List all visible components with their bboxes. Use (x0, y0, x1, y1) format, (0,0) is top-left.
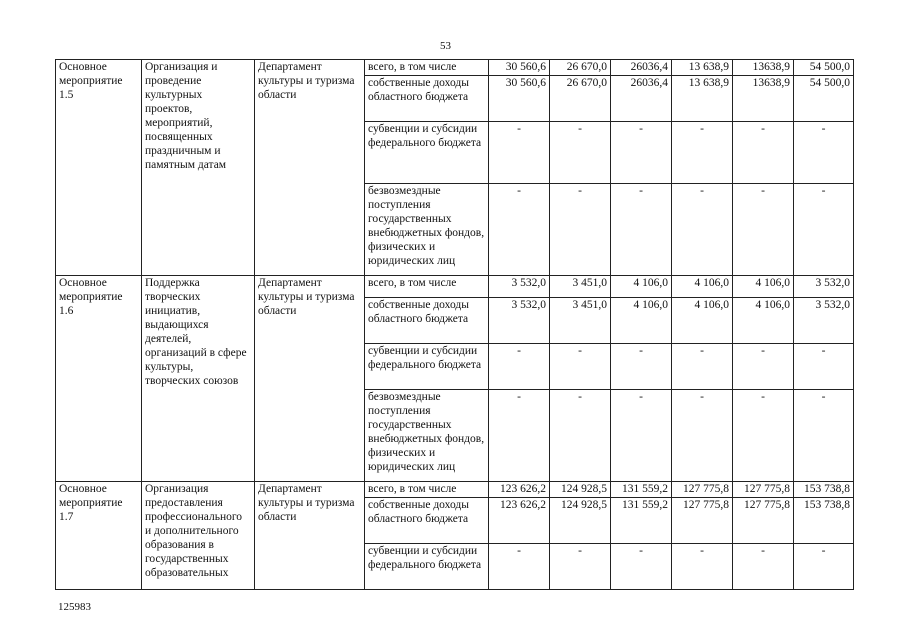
funding-source: всего, в том числе (365, 60, 489, 76)
value-cell: 3 532,0 (794, 276, 854, 298)
value-cell: - (733, 122, 794, 184)
page-number: 53 (440, 40, 451, 52)
value-cell: - (794, 544, 854, 590)
value-cell: - (611, 184, 672, 276)
measure-id: Основное мероприятие 1.6 (56, 276, 142, 482)
value-cell: 124 928,5 (550, 482, 611, 498)
measure-title: Организация и проведение культурных проектов, мероприятий, посвященных праздничным и памятным датам (142, 60, 255, 276)
measure-executor: Департамент культуры и туризма области (255, 276, 365, 482)
value-cell: 4 106,0 (672, 276, 733, 298)
funding-source: субвенции и субсидии федерального бюджета (365, 544, 489, 590)
value-cell: - (672, 390, 733, 482)
value-cell: 13638,9 (733, 60, 794, 76)
value-cell: 127 775,8 (672, 498, 733, 544)
funding-source: собственные доходы областного бюджета (365, 498, 489, 544)
funding-source: собственные доходы областного бюджета (365, 76, 489, 122)
funding-source: субвенции и субсидии федерального бюджета (365, 344, 489, 390)
value-cell: - (550, 390, 611, 482)
value-cell: 4 106,0 (672, 298, 733, 344)
measure-title: Поддержка творческих инициатив, выдающихся деятелей, организаций в сфере культуры, творческих союзов (142, 276, 255, 482)
value-cell: - (489, 544, 550, 590)
table-row (56, 482, 854, 498)
value-cell: 127 775,8 (733, 498, 794, 544)
value-cell: 124 928,5 (550, 498, 611, 544)
value-cell: - (611, 544, 672, 590)
value-cell: - (611, 390, 672, 482)
value-cell: 3 532,0 (794, 298, 854, 344)
value-cell: - (794, 390, 854, 482)
funding-source: субвенции и субсидии федерального бюджета (365, 122, 489, 184)
value-cell: 26036,4 (611, 76, 672, 122)
value-cell: 131 559,2 (611, 498, 672, 544)
value-cell: 153 738,8 (794, 482, 854, 498)
measure-executor: Департамент культуры и туризма области (255, 482, 365, 590)
value-cell: 13 638,9 (672, 60, 733, 76)
value-cell: 13 638,9 (672, 76, 733, 122)
value-cell: - (550, 122, 611, 184)
funding-source: безвозмездные поступления государственных внебюджетных фондов, физических и юридических лиц (365, 184, 489, 276)
value-cell: - (550, 344, 611, 390)
value-cell: - (550, 184, 611, 276)
budget-table-body (56, 60, 854, 590)
value-cell: - (489, 122, 550, 184)
value-cell: 3 532,0 (489, 276, 550, 298)
value-cell: 3 451,0 (550, 298, 611, 344)
value-cell: 4 106,0 (733, 298, 794, 344)
measure-executor: Департамент культуры и туризма области (255, 60, 365, 276)
value-cell: - (489, 390, 550, 482)
value-cell: - (794, 344, 854, 390)
value-cell: 54 500,0 (794, 76, 854, 122)
value-cell: 131 559,2 (611, 482, 672, 498)
value-cell: - (733, 184, 794, 276)
value-cell: 30 560,6 (489, 60, 550, 76)
value-cell: - (794, 122, 854, 184)
value-cell: 3 532,0 (489, 298, 550, 344)
value-cell: - (550, 544, 611, 590)
value-cell: - (672, 344, 733, 390)
value-cell: - (672, 122, 733, 184)
measure-id: Основное мероприятие 1.5 (56, 60, 142, 276)
value-cell: 3 451,0 (550, 276, 611, 298)
value-cell: 153 738,8 (794, 498, 854, 544)
value-cell: - (611, 122, 672, 184)
document-code: 125983 (58, 601, 91, 613)
value-cell: 26036,4 (611, 60, 672, 76)
funding-source: всего, в том числе (365, 482, 489, 498)
value-cell: 26 670,0 (550, 60, 611, 76)
value-cell: - (489, 184, 550, 276)
value-cell: 4 106,0 (611, 298, 672, 344)
funding-source: всего, в том числе (365, 276, 489, 298)
value-cell: 123 626,2 (489, 482, 550, 498)
value-cell: 4 106,0 (733, 276, 794, 298)
value-cell: - (733, 544, 794, 590)
value-cell: 30 560,6 (489, 76, 550, 122)
value-cell: - (611, 344, 672, 390)
funding-source: собственные доходы областного бюджета (365, 298, 489, 344)
value-cell: - (672, 184, 733, 276)
value-cell: - (489, 344, 550, 390)
value-cell: - (672, 544, 733, 590)
funding-source: безвозмездные поступления государственных внебюджетных фондов, физических и юридических лиц (365, 390, 489, 482)
value-cell: 26 670,0 (550, 76, 611, 122)
measure-title: Организация предоставления профессионального и дополнительного образования в государственных образовательных (142, 482, 255, 590)
value-cell: 13638,9 (733, 76, 794, 122)
value-cell: 4 106,0 (611, 276, 672, 298)
table-row (56, 60, 854, 76)
value-cell: 123 626,2 (489, 498, 550, 544)
value-cell: 127 775,8 (672, 482, 733, 498)
value-cell: - (794, 184, 854, 276)
value-cell: - (733, 390, 794, 482)
measure-id: Основное мероприятие 1.7 (56, 482, 142, 590)
value-cell: 127 775,8 (733, 482, 794, 498)
table-row (56, 276, 854, 298)
value-cell: - (733, 344, 794, 390)
value-cell: 54 500,0 (794, 60, 854, 76)
budget-table (55, 59, 854, 590)
